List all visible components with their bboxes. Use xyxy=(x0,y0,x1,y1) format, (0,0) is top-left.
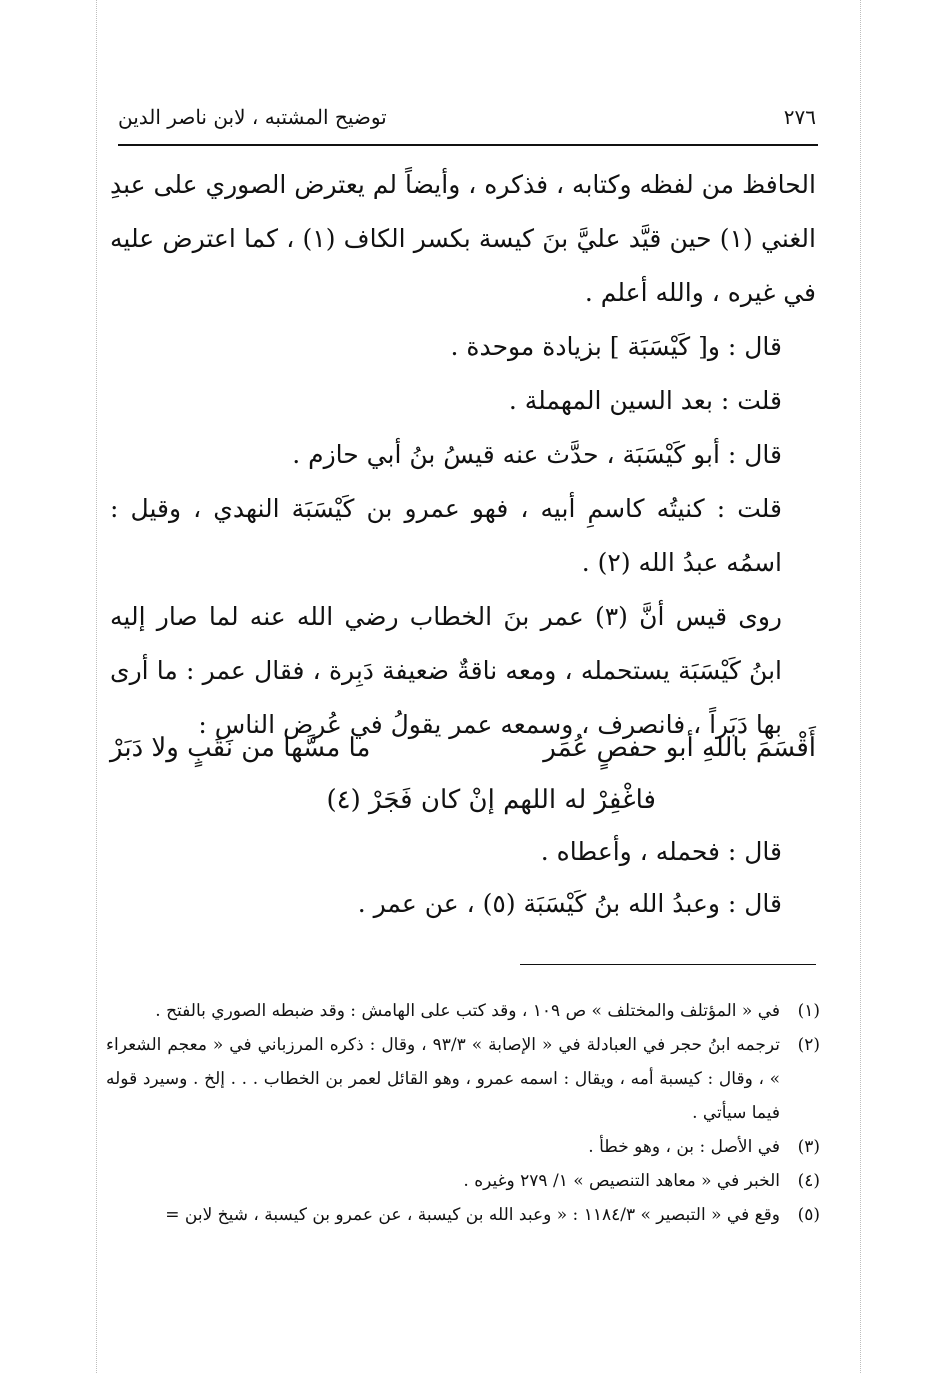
footnote-text: في « المؤتلف والمختلف » ص ١٠٩ ، وقد كتب على الهامش : وقد ضبطه الصوري بالفتح . xyxy=(155,1001,780,1021)
footnote xyxy=(106,994,820,1028)
page-number: ٢٧٦ xyxy=(783,105,816,129)
hemistich: أَقْسَمَ باللهِ أبو حفصٍ عُمَر xyxy=(543,733,816,763)
verse-line xyxy=(110,774,816,826)
footnote-text: ترجمه ابنُ حجر في العبادلة في « الإصابة » ٩٣/٣ ، وقال : ذكره المرزباني في « معجم الشعراء » ، وقال : كيسبة أمه ، ويقال : اسمه عمرو ، وهو القائل لعمر بن الخطاب . . . إلخ . وسيرد قوله فيما سيأتي . xyxy=(106,1035,780,1123)
footnote-number: (١) xyxy=(797,1001,820,1021)
running-title: توضيح المشتبه ، لابن ناصر الدين xyxy=(118,105,387,129)
paragraph: قال : فحمله ، وأعطاه . xyxy=(540,837,782,866)
footnote xyxy=(106,1164,820,1198)
page-header xyxy=(118,95,816,129)
footnote xyxy=(106,1028,820,1130)
main-text-continued xyxy=(110,826,816,930)
footnotes xyxy=(106,994,820,1232)
paragraph: قال : و[ كَيْسَبَة ] بزيادة موحدة . xyxy=(450,332,782,361)
footnote-divider xyxy=(520,964,816,965)
paragraph: روى قيس أنَّ (٣) عمر بنَ الخطاب رضي الله عنه لما صار إليه ابنُ كَيْسَبَة يستحمله ، ومعه ناقةٌ ضعيفة دَبِرة ، فقال عمر : ما أرى بها دَبَراً ، فانصرف ، وسمعه عمر يقولُ في عُرض الناس : xyxy=(110,602,782,739)
footnote xyxy=(106,1198,820,1232)
header-divider xyxy=(118,144,818,146)
footnote-number: (٥) xyxy=(797,1205,820,1225)
paragraph: الحافظ من لفظه وكتابه ، فذكره ، وأيضاً لم يعترض الصوري على عبدِ الغني (١) حين قيَّد عليَّ بنَ كيسة بكسر الكاف (١) ، كما اعترض عليه في غيره ، والله أعلم . xyxy=(110,170,816,307)
footnote-number: (٢) xyxy=(797,1035,820,1055)
poem xyxy=(110,722,816,826)
paragraph: قال : وعبدُ الله بنُ كَيْسَبَة (٥) ، عن عمر . xyxy=(357,889,782,918)
footnote-text: وقع في « التبصير » ١١٨٤/٣ : « وعبد الله بن كيسبة ، عن عمرو بن كيسبة ، شيخ لابن = xyxy=(165,1205,780,1225)
hemistich: فاغْفِرْ له اللهم إنْ كان فَجَرْ (٤) xyxy=(326,785,656,815)
hemistich: ما مسَّها من نَقَبٍ ولا دَبَرْ xyxy=(110,733,371,763)
paragraph: قلت : كنيتُه كاسمِ أبيه ، فهو عمرو بن كَيْسَبَة النهدي ، وقيل : اسمُه عبدُ الله (٢) . xyxy=(110,494,782,577)
paragraph: قلت : بعد السين المهملة . xyxy=(508,386,782,415)
footnote-text: الخبر في « معاهد التنصيص » ١/ ٢٧٩ وغيره . xyxy=(463,1171,780,1191)
verse-line xyxy=(110,722,816,774)
footnote-number: (٣) xyxy=(797,1137,820,1157)
footnote-text: في الأصل : بن ، وهو خطأ . xyxy=(588,1137,780,1157)
scan-margin-line xyxy=(860,0,861,1373)
main-text xyxy=(110,158,816,752)
paragraph: قال : أبو كَيْسَبَة ، حدَّث عنه قيسُ بنُ أبي حازم . xyxy=(292,440,782,469)
footnote xyxy=(106,1130,820,1164)
footnote-number: (٤) xyxy=(797,1171,820,1191)
scan-margin-line xyxy=(96,0,97,1373)
